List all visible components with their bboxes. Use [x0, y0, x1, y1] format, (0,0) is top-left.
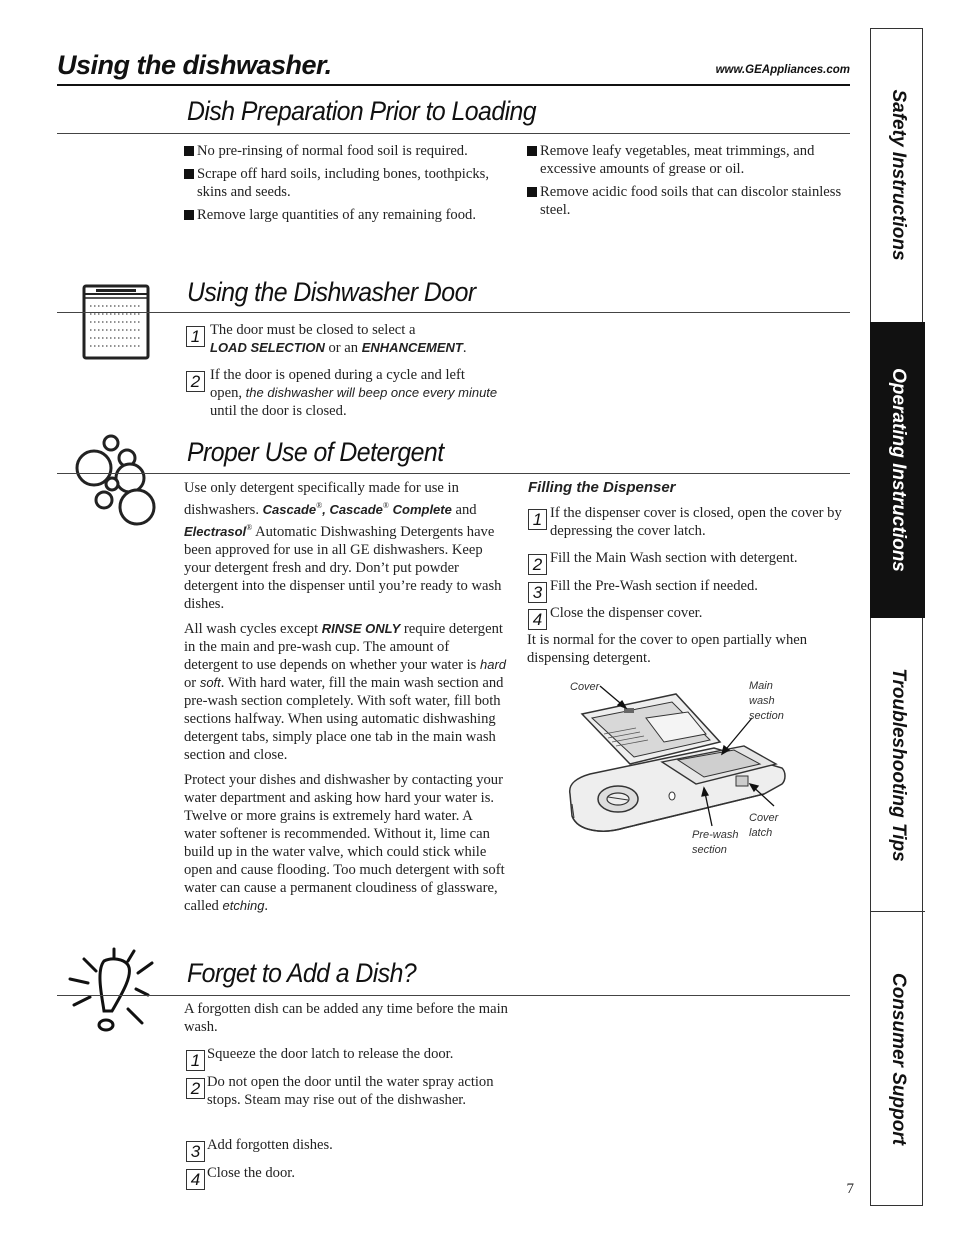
list-item: Scrape off hard soils, including bones, toothpicks, skins and seeds. [184, 165, 504, 201]
step-number: 1 [528, 509, 547, 530]
filling-note: It is normal for the cover to open partially when dispensing detergent. [527, 632, 808, 666]
step-number: 4 [186, 1169, 205, 1190]
door-step-2: 2 If the door is opened during a cycle and left open, the dishwasher will beep once every minute until the door is closed. [186, 371, 506, 421]
section-title-detergent: Proper Use of Detergent [187, 437, 444, 467]
step-number: 1 [186, 1050, 205, 1071]
step-number: 2 [186, 371, 205, 392]
page-title: Using the dishwasher. [57, 50, 332, 80]
main-wash-callout: Main wash section [749, 680, 784, 722]
pre-wash-callout: Pre-wash section [692, 829, 739, 856]
prep-list-right [527, 142, 842, 224]
section-rule [57, 133, 850, 134]
section-rule [57, 995, 850, 996]
bullet-icon [527, 146, 537, 156]
tab-troubleshooting-tips[interactable]: Troubleshooting Tips [887, 668, 909, 862]
dishwasher-icon [76, 282, 156, 362]
section-rule [57, 312, 850, 313]
tab-operating-instructions[interactable]: Operating Instructions [870, 322, 925, 618]
tab-consumer-support[interactable]: Consumer Support [887, 972, 909, 1146]
section-rule [57, 473, 850, 474]
title-rule [57, 84, 850, 86]
bullet-icon [527, 187, 537, 197]
section-title-forget: Forget to Add a Dish? [187, 958, 417, 988]
bullet-icon [184, 146, 194, 156]
list-item: No pre-rinsing of normal food soil is required. [184, 142, 504, 160]
filling-title: Filling the Dispenser [528, 479, 676, 496]
list-item: Remove acidic food soils that can discolor stainless steel. [527, 183, 842, 219]
detergent-paragraph-1: Use only detergent specifically made for use in dishwashers. Cascade®, Cascade® Complete and Electrasol® Automatic Dishwashing Detergents have been approved for use in all GE dishwashers. Keep your detergent fresh and dry. Don’t put powder detergent into the dispenser until you’re ready to wash dishes. [184, 480, 502, 612]
filling-step-1: 1 If the dispenser cover is closed, open the cover by depressing the cover latch. [528, 509, 848, 549]
forget-step-2: 2 Do not open the door until the water spray action stops. Steam may rise out of the dishwasher. [186, 1078, 506, 1128]
page-number: 7 [846, 1181, 854, 1197]
section-title-door: Using the Dishwasher Door [187, 277, 476, 307]
forget-step-1: 1 Squeeze the door latch to release the door. [186, 1050, 506, 1072]
step-number: 2 [186, 1078, 205, 1099]
cover-latch-callout: Cover latch [749, 812, 779, 839]
section-title-preparation: Dish Preparation Prior to Loading [187, 96, 537, 126]
bubbles-icon [70, 432, 165, 532]
site-url[interactable]: www.GEAppliances.com [715, 64, 850, 76]
forget-intro: A forgotten dish can be added any time before the main wash. [184, 1001, 508, 1035]
step-number: 3 [186, 1141, 205, 1162]
list-item: Remove large quantities of any remaining food. [184, 206, 504, 224]
step-number: 4 [528, 609, 547, 630]
step-number: 3 [528, 582, 547, 603]
cover-callout: Cover [570, 681, 600, 693]
step-number: 2 [528, 554, 547, 575]
door-step-1: 1 The door must be closed to select a LOAD SELECTION or an ENHANCEMENT. [186, 326, 506, 366]
detergent-paragraph-2: All wash cycles except RINSE ONLY require detergent in the main and pre-wash cup. The amount of detergent to use depends on whether your water is hard or soft. With hard water, fill the main wash section and pre-wash section completely. With soft water, fill both sections halfway. When using automatic dishwashing detergent tabs, simply place one tab in the main wash section and close. [184, 620, 507, 763]
filling-step-3: 3 Fill the Pre-Wash section if needed. [528, 582, 848, 604]
step-number: 1 [186, 326, 205, 347]
list-item: Remove leafy vegetables, meat trimmings, and excessive amounts of grease or oil. [527, 142, 842, 178]
bullet-icon [184, 169, 194, 179]
forget-step-4: 4 Close the door. [186, 1169, 506, 1191]
filling-step-2: 2 Fill the Main Wash section with detergent. [528, 554, 848, 576]
detergent-text [184, 479, 506, 915]
tab-safety-instructions[interactable]: Safety Instructions [887, 89, 909, 261]
detergent-paragraph-3: Protect your dishes and dishwasher by contacting your water department and asking how hard your water is. Twelve or more grains is extremely hard water. A water softener is recommended. Without it, lime can build up in the water valve, which could stick while open and cause flooding. Too much detergent with soft water can cause a permanent cloudiness of glassware, called etching. [184, 771, 505, 914]
exclamation-icon [62, 945, 162, 1040]
prep-list-left [184, 142, 504, 229]
bullet-icon [184, 210, 194, 220]
forget-step-3: 3 Add forgotten dishes. [186, 1141, 506, 1163]
filling-step-4: 4 Close the dispenser cover. [528, 609, 848, 631]
